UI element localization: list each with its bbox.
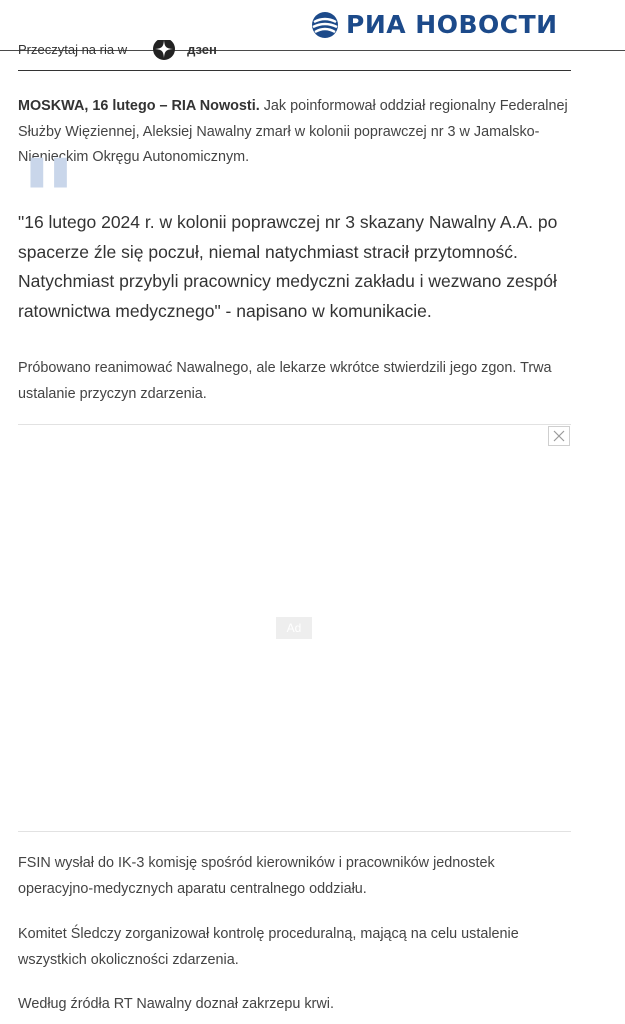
quote-mark-icon: " [20, 135, 78, 264]
ad-divider-bottom [18, 831, 571, 832]
dateline: MOSKWA, 16 lutego – RIA Nowosti. [18, 98, 260, 114]
lead-paragraph [18, 94, 573, 171]
article-paragraph: FSIN wysłał do IK-3 komisję spośród kierowników i pracowników jednostek operacyjno-medycznych aparatu centralnego oddziału. [18, 855, 495, 897]
lead-body: Jak poinformował oddział regionalny Federalnej Służby Więziennej, Aleksiej Nawalny zmarł w kolonii poprawczej nr 3 w Jamalsko-Nienieckim Okręgu Autonomicznym. [18, 98, 568, 165]
ad-divider-top [18, 424, 571, 425]
close-icon [549, 427, 569, 445]
article-paragraph: Próbowano reanimować Nawalnego, ale lekarze wkrótce stwierdzili jego zgon. Trwa ustalanie przyczyn zdarzenia. [18, 360, 552, 402]
ad-placeholder-label[interactable]: Ad [276, 617, 312, 639]
site-logo[interactable] [310, 8, 558, 42]
article-paragraph: Według źródła RT Nawalny doznał zakrzepu krwi. [18, 996, 334, 1012]
read-on-text: Przeczytaj na ria w [18, 41, 128, 57]
ad-close-button[interactable] [548, 426, 570, 446]
block-quote: "16 lutego 2024 r. w kolonii poprawczej nr 3 skazany Nawalny A.A. po spacerze źle się poczuł, niemal natychmiast stracił przytomność. Natychmiast przybyli pracownicy medyczni zakładu i wezwano zespół ratownictwa medycznego" - napisano w komunikacie. [18, 212, 558, 321]
article-paragraph: Komitet Śledczy zorganizował kontrolę proceduralną, mającą na celu ustalenie wszystkich okoliczności zdarzenia. [18, 926, 519, 968]
ria-globe-icon [310, 10, 340, 40]
logo-wordmark: РИА НОВОСТИ [346, 10, 558, 39]
dzen-icon [153, 40, 175, 60]
dzen-label: дзен [187, 41, 217, 57]
read-on-dzen-bar[interactable] [18, 40, 571, 71]
